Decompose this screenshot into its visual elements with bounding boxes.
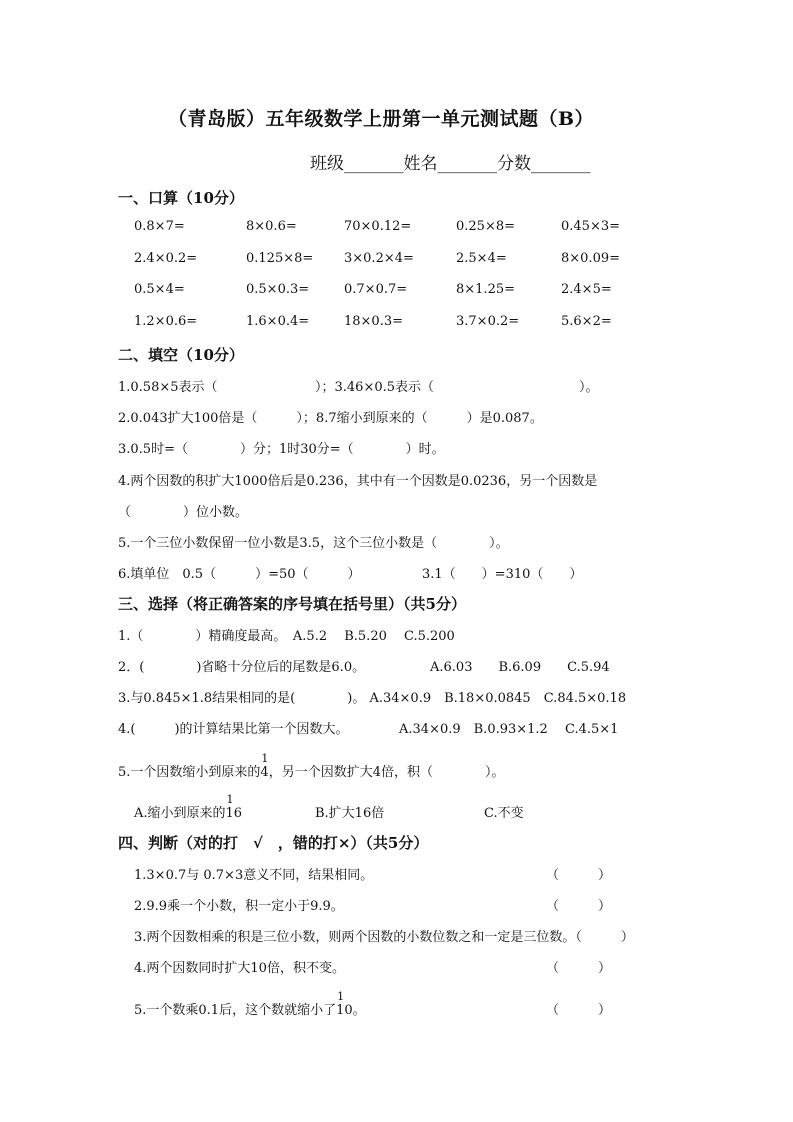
judge-blank-2: （ ）	[546, 899, 612, 914]
choice-question-2b: A.6.03 B.6.09 C.5.94	[430, 660, 610, 675]
choice-question-3: 3.与0.845×1.8结果相同的是( )。 A.34×0.9 B.18×0.0845 C.84.5×0.18	[118, 691, 627, 706]
fraction-numerator: 1	[337, 990, 345, 1003]
fraction-one-tenth	[336, 990, 353, 1018]
fill-question-4b: （ ）位小数。	[118, 505, 249, 520]
judge-blank-1: （ ）	[546, 868, 612, 883]
judge-question-5-text-b: 。	[352, 1003, 366, 1018]
fill-question-2: 2.0.043扩大100倍是（ ）；8.7缩小到原来的（ ）是0.087。	[118, 411, 543, 426]
fraction-numerator: 1	[226, 793, 234, 806]
calc-item: 0.7×0.7=	[344, 282, 408, 297]
section-4-heading: 四、判断（对的打 √ ，错的打×）（共5分）	[118, 834, 429, 852]
fraction-one-sixteenth	[225, 793, 243, 821]
judge-question-4: 4.两个因数同时扩大10倍，积不变。	[134, 961, 345, 976]
fraction-denominator: 4	[260, 765, 269, 780]
choice-question-1: 1.（ ）精确度最高。 A.5.2 B.5.20 C.5.200	[118, 629, 455, 644]
calc-item: 2.4×5=	[561, 282, 612, 297]
fill-question-3: 3.0.5时=（ ）分；1时30分=（ ）时。	[118, 442, 445, 457]
judge-question-5-text-a: 5.一个数乘0.1后，这个数就缩小了	[134, 1003, 337, 1018]
fill-question-1b: ）；3.46×0.5表示（	[315, 380, 435, 395]
choice-question-5	[118, 752, 505, 780]
fraction-denominator: 10	[336, 1003, 353, 1018]
section-1-heading: 一、口算（10分）	[118, 189, 244, 207]
section-3-heading: 三、选择（将正确答案的序号填在括号里）（共5分）	[118, 595, 466, 613]
fraction-denominator: 16	[225, 806, 243, 821]
choice-question-2a: 2．( )省略十分位后的尾数是6.0。	[118, 660, 366, 675]
fraction-one-quarter	[260, 752, 269, 780]
choice-option-b: B.扩大16倍	[315, 806, 385, 821]
choice-option-a	[134, 793, 243, 821]
calc-item: 0.25×8=	[456, 219, 516, 234]
calc-item: 8×0.09=	[561, 251, 621, 266]
choice-question-4b: A.34×0.9 B.0.93×1.2 C.4.5×1	[399, 722, 619, 737]
judge-question-5	[134, 990, 366, 1018]
calc-item: 8×1.25=	[456, 282, 516, 297]
calc-item: 1.6×0.4=	[246, 314, 310, 329]
fill-question-6a: 6.填单位 0.5（ ）=50（ ）	[118, 567, 361, 582]
calc-item: 5.6×2=	[561, 314, 612, 329]
calc-item: 3.7×0.2=	[456, 314, 520, 329]
fraction-numerator: 1	[261, 752, 269, 765]
judge-blank-5: （ ）	[546, 1003, 612, 1018]
calc-item: 0.5×0.3=	[246, 282, 310, 297]
calc-item: 0.125×8=	[246, 251, 314, 266]
page-title: （青岛版）五年级数学上册第一单元测试题（B）	[168, 108, 595, 130]
calc-item: 8×0.6=	[246, 219, 297, 234]
fill-question-1c: ）。	[579, 380, 599, 395]
calc-item: 0.8×7=	[134, 219, 185, 234]
calc-item: 18×0.3=	[344, 314, 404, 329]
section-2-heading: 二、填空（10分）	[118, 346, 244, 364]
choice-option-c: C.不变	[484, 806, 524, 821]
judge-question-3: 3.两个因数相乘的积是三位小数，则两个因数的小数位数之和一定是三位数。（ ）	[134, 930, 634, 945]
choice-question-4a: 4.( )的计算结果比第一个因数大。	[118, 722, 349, 737]
calc-item: 3×0.2×4=	[344, 251, 414, 266]
fill-question-6b: 3.1（ ）=310（ ）	[422, 567, 583, 582]
judge-blank-4: （ ）	[546, 961, 612, 976]
calc-item: 1.2×0.6=	[134, 314, 198, 329]
calc-item: 70×0.12=	[344, 219, 412, 234]
calc-item: 2.5×4=	[456, 251, 507, 266]
choice-question-5-text-a: 5.一个因数缩小到原来的	[118, 765, 261, 780]
choice-question-5-text-b: ，另一个因数扩大4倍，积（ ）。	[268, 765, 505, 780]
calc-item: 2.4×0.2=	[134, 251, 198, 266]
judge-question-2: 2.9.9乘一个小数，积一定小于9.9。	[134, 899, 344, 914]
fill-question-4a: 4.两个因数的积扩大1000倍后是0.236，其中有一个因数是0.0236，另一个因数是	[118, 474, 598, 489]
option-a-text: A.缩小到原来的	[134, 806, 226, 821]
calc-item: 0.5×4=	[134, 282, 185, 297]
fill-question-5: 5.一个三位小数保留一位小数是3.5，这个三位小数是（ ）。	[118, 536, 509, 551]
student-info-line: 班级_______姓名_______分数_______	[310, 154, 591, 174]
fill-question-1a: 1.0.58×5表示（	[118, 380, 218, 395]
judge-question-1: 1.3×0.7与 0.7×3意义不同，结果相同。	[134, 868, 374, 883]
calc-item: 0.45×3=	[561, 219, 621, 234]
